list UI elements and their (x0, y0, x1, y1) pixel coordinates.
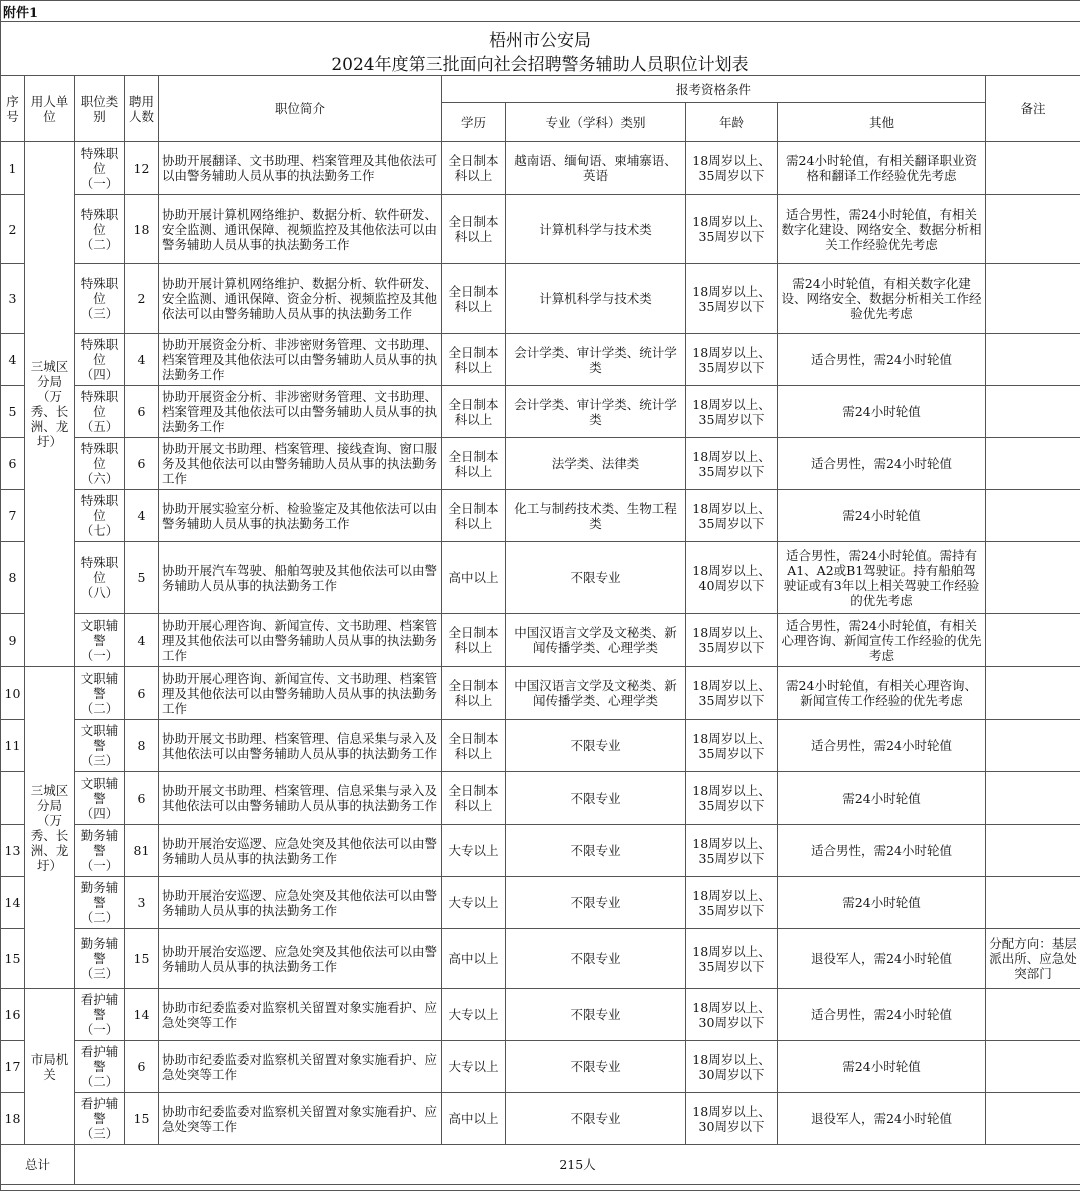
cell-intro: 协助开展心理咨询、新闻宣传、文书助理、档案管理及其他依法可以由警务辅助人员从事的执法勤务工作 (159, 614, 442, 667)
cell-other: 适合男性，需24小时轮值。需持有A1、A2或B1驾驶证。持有船舶驾驶证或有3年以上相关驾驶工作经验的优先考虑 (778, 542, 986, 614)
cell-intro: 协助市纪委监委对监察机关留置对象实施看护、应急处突等工作 (159, 989, 442, 1041)
table-row (1, 334, 1080, 386)
cell-major: 不限专业 (506, 772, 686, 825)
row-seq: 1 (1, 142, 25, 195)
cell-other: 适合男性，需24小时轮值，有相关数字化建设、网络安全、数据分析相关工作经验优先考虑 (778, 195, 986, 264)
row-seq: 5 (1, 386, 25, 438)
cell-age: 18周岁以上、35周岁以下 (686, 334, 778, 386)
cell-major: 会计学类、审计学类、统计学类 (506, 386, 686, 438)
cell-age: 18周岁以上、40周岁以下 (686, 542, 778, 614)
cell-intro: 协助开展治安巡逻、应急处突及其他依法可以由警务辅助人员从事的执法勤务工作 (159, 877, 442, 929)
cell-category: 特殊职位（七） (75, 490, 125, 542)
cell-age: 18周岁以上、30周岁以下 (686, 1093, 778, 1145)
cell-intro: 协助开展资金分析、非涉密财务管理、文书助理、档案管理及其他依法可以由警务辅助人员从事的执法勤务工作 (159, 334, 442, 386)
table-row (1, 720, 1080, 772)
cell-other: 需24小时轮值 (778, 772, 986, 825)
cell-other: 需24小时轮值 (778, 877, 986, 929)
cell-category: 看护辅警（一） (75, 989, 125, 1041)
cell-education: 高中以上 (442, 929, 506, 989)
header-major: 专业（学科）类别 (506, 103, 686, 142)
row-seq: 7 (1, 490, 25, 542)
cell-major: 会计学类、审计学类、统计学类 (506, 334, 686, 386)
header-remark: 备注 (986, 76, 1080, 142)
cell-other: 适合男性，需24小时轮值 (778, 334, 986, 386)
table-row (1, 264, 1080, 334)
cell-intro: 协助开展计算机网络维护、数据分析、软件研发、安全监测、通讯保障、资金分析、视频监控及其他依法可以由警务辅助人员从事的执法勤务工作 (159, 264, 442, 334)
row-seq: 9 (1, 614, 25, 667)
position-plan-table (0, 75, 1080, 1185)
cell-count: 18 (125, 195, 159, 264)
cell-education: 全日制本科以上 (442, 334, 506, 386)
cell-count: 5 (125, 542, 159, 614)
table-row (1, 614, 1080, 667)
table-row (1, 929, 1080, 989)
cell-other: 适合男性，需24小时轮值，有相关心理咨询、新闻宣传工作经验的优先考虑 (778, 614, 986, 667)
cell-intro: 协助开展计算机网络维护、数据分析、软件研发、安全监测、通讯保障、视频监控及其他依法可以由警务辅助人员从事的执法勤务工作 (159, 195, 442, 264)
cell-remark (986, 490, 1080, 542)
employer-unit: 市局机关 (25, 989, 75, 1145)
cell-education: 全日制本科以上 (442, 438, 506, 490)
cell-intro: 协助开展文书助理、档案管理、接线查询、窗口服务及其他依法可以由警务辅助人员从事的执法勤务工作 (159, 438, 442, 490)
cell-intro: 协助开展汽车驾驶、船舶驾驶及其他依法可以由警务辅助人员从事的执法勤务工作 (159, 542, 442, 614)
cell-other: 需24小时轮值，有相关心理咨询、新闻宣传工作经验的优先考虑 (778, 667, 986, 720)
cell-other: 适合男性，需24小时轮值 (778, 989, 986, 1041)
cell-age: 18周岁以上、35周岁以下 (686, 614, 778, 667)
cell-intro: 协助开展治安巡逻、应急处突及其他依法可以由警务辅助人员从事的执法勤务工作 (159, 929, 442, 989)
cell-education: 大专以上 (442, 825, 506, 877)
cell-remark (986, 989, 1080, 1041)
cell-category: 看护辅警（三） (75, 1093, 125, 1145)
header-conditions: 报考资格条件 (442, 76, 986, 103)
cell-major: 不限专业 (506, 542, 686, 614)
cell-remark (986, 720, 1080, 772)
header-seq: 序号 (1, 76, 25, 142)
cell-education: 大专以上 (442, 989, 506, 1041)
cell-count: 4 (125, 334, 159, 386)
attachment-label: 附件1 (3, 2, 38, 21)
cell-age: 18周岁以上、35周岁以下 (686, 490, 778, 542)
header-count: 聘用人数 (125, 76, 159, 142)
cell-intro: 协助开展心理咨询、新闻宣传、文书助理、档案管理及其他依法可以由警务辅助人员从事的执法勤务工作 (159, 667, 442, 720)
cell-education: 全日制本科以上 (442, 614, 506, 667)
cell-education: 高中以上 (442, 542, 506, 614)
cell-category: 特殊职位（三） (75, 264, 125, 334)
cell-remark (986, 195, 1080, 264)
cell-count: 6 (125, 772, 159, 825)
cell-count: 2 (125, 264, 159, 334)
cell-education: 全日制本科以上 (442, 142, 506, 195)
cell-category: 文职辅警（三） (75, 720, 125, 772)
cell-remark (986, 386, 1080, 438)
cell-age: 18周岁以上、35周岁以下 (686, 438, 778, 490)
cell-category: 特殊职位（二） (75, 195, 125, 264)
row-seq: 17 (1, 1041, 25, 1093)
cell-category: 特殊职位（八） (75, 542, 125, 614)
cell-age: 18周岁以上、35周岁以下 (686, 929, 778, 989)
cell-other: 需24小时轮值 (778, 386, 986, 438)
cell-count: 6 (125, 667, 159, 720)
cell-remark (986, 667, 1080, 720)
total-value: 215人 (75, 1145, 1080, 1185)
cell-age: 18周岁以上、35周岁以下 (686, 142, 778, 195)
total-label: 总计 (1, 1145, 75, 1185)
table-row (1, 142, 1080, 195)
cell-count: 3 (125, 877, 159, 929)
table-row (1, 1041, 1080, 1093)
table-row (1, 667, 1080, 720)
cell-remark (986, 264, 1080, 334)
table-row (1, 195, 1080, 264)
cell-other: 适合男性，需24小时轮值 (778, 438, 986, 490)
cell-category: 文职辅警（二） (75, 667, 125, 720)
row-seq: 16 (1, 989, 25, 1041)
cell-age: 18周岁以上、35周岁以下 (686, 264, 778, 334)
total-row (1, 1145, 1080, 1185)
cell-education: 全日制本科以上 (442, 264, 506, 334)
cell-education: 高中以上 (442, 1093, 506, 1145)
cell-other: 退役军人，需24小时轮值 (778, 1093, 986, 1145)
cell-remark: 分配方向：基层派出所、应急处突部门 (986, 929, 1080, 989)
cell-intro: 协助开展实验室分析、检验鉴定及其他依法可以由警务辅助人员从事的执法勤务工作 (159, 490, 442, 542)
attachment-bar (0, 0, 1080, 22)
title-agency: 梧州市公安局 (0, 26, 1080, 51)
cell-category: 勤务辅警（二） (75, 877, 125, 929)
cell-major: 法学类、法律类 (506, 438, 686, 490)
cell-count: 12 (125, 142, 159, 195)
cell-education: 全日制本科以上 (442, 772, 506, 825)
table-row (1, 877, 1080, 929)
cell-intro: 协助开展文书助理、档案管理、信息采集与录入及其他依法可以由警务辅助人员从事的执法勤务工作 (159, 720, 442, 772)
table-row (1, 386, 1080, 438)
cell-major: 不限专业 (506, 929, 686, 989)
row-seq: 2 (1, 195, 25, 264)
cell-count: 6 (125, 386, 159, 438)
cell-intro: 协助开展资金分析、非涉密财务管理、文书助理、档案管理及其他依法可以由警务辅助人员从事的执法勤务工作 (159, 386, 442, 438)
cell-count: 14 (125, 989, 159, 1041)
cell-age: 18周岁以上、35周岁以下 (686, 386, 778, 438)
cell-major: 不限专业 (506, 877, 686, 929)
cell-remark (986, 438, 1080, 490)
cell-education: 大专以上 (442, 1041, 506, 1093)
row-seq: 11 (1, 720, 25, 772)
cell-category: 文职辅警（一） (75, 614, 125, 667)
header-age: 年龄 (686, 103, 778, 142)
cell-count: 81 (125, 825, 159, 877)
row-seq (1, 772, 25, 825)
cell-age: 18周岁以上、35周岁以下 (686, 825, 778, 877)
cell-major: 不限专业 (506, 720, 686, 772)
cell-count: 15 (125, 1093, 159, 1145)
employer-unit: 三城区分局（万秀、长洲、龙圩） (25, 667, 75, 989)
row-seq: 15 (1, 929, 25, 989)
table-row (1, 490, 1080, 542)
cell-remark (986, 334, 1080, 386)
cell-major: 中国汉语言文学及文秘类、新闻传播学类、心理学类 (506, 667, 686, 720)
table-row (1, 989, 1080, 1041)
row-seq: 14 (1, 877, 25, 929)
cell-category: 特殊职位（六） (75, 438, 125, 490)
cell-education: 全日制本科以上 (442, 386, 506, 438)
row-seq: 13 (1, 825, 25, 877)
cell-major: 越南语、缅甸语、柬埔寨语、英语 (506, 142, 686, 195)
cell-remark (986, 772, 1080, 825)
header-education: 学历 (442, 103, 506, 142)
cell-count: 15 (125, 929, 159, 989)
cell-category: 勤务辅警（一） (75, 825, 125, 877)
header-category: 职位类别 (75, 76, 125, 142)
table-row (1, 542, 1080, 614)
cell-major: 中国汉语言文学及文秘类、新闻传播学类、心理学类 (506, 614, 686, 667)
cell-category: 特殊职位（五） (75, 386, 125, 438)
cell-education: 全日制本科以上 (442, 490, 506, 542)
cell-other: 适合男性，需24小时轮值 (778, 720, 986, 772)
table-row (1, 825, 1080, 877)
row-seq: 8 (1, 542, 25, 614)
cell-other: 适合男性，需24小时轮值 (778, 825, 986, 877)
row-seq: 4 (1, 334, 25, 386)
row-seq: 10 (1, 667, 25, 720)
cell-count: 8 (125, 720, 159, 772)
header-intro: 职位简介 (159, 76, 442, 142)
cell-age: 18周岁以上、35周岁以下 (686, 877, 778, 929)
cell-education: 全日制本科以上 (442, 195, 506, 264)
cell-intro: 协助开展文书助理、档案管理、信息采集与录入及其他依法可以由警务辅助人员从事的执法勤务工作 (159, 772, 442, 825)
title-block (0, 21, 1080, 75)
cell-count: 6 (125, 1041, 159, 1093)
cell-age: 18周岁以上、35周岁以下 (686, 720, 778, 772)
table-row (1, 1093, 1080, 1145)
cell-other: 退役军人，需24小时轮值 (778, 929, 986, 989)
cell-major: 不限专业 (506, 825, 686, 877)
cell-count: 4 (125, 490, 159, 542)
cell-major: 不限专业 (506, 989, 686, 1041)
cell-intro: 协助开展翻译、文书助理、档案管理及其他依法可以由警务辅助人员从事的执法勤务工作 (159, 142, 442, 195)
cell-category: 特殊职位（一） (75, 142, 125, 195)
cell-education: 全日制本科以上 (442, 720, 506, 772)
cell-major: 计算机科学与技术类 (506, 264, 686, 334)
employer-unit: 三城区分局（万秀、长洲、龙圩） (25, 142, 75, 667)
cell-intro: 协助市纪委监委对监察机关留置对象实施看护、应急处突等工作 (159, 1041, 442, 1093)
header-unit: 用人单位 (25, 76, 75, 142)
cell-major: 计算机科学与技术类 (506, 195, 686, 264)
cell-count: 6 (125, 438, 159, 490)
cell-category: 特殊职位（四） (75, 334, 125, 386)
table-row (1, 438, 1080, 490)
cell-age: 18周岁以上、35周岁以下 (686, 195, 778, 264)
cell-major: 不限专业 (506, 1093, 686, 1145)
cell-intro: 协助开展治安巡逻、应急处突及其他依法可以由警务辅助人员从事的执法勤务工作 (159, 825, 442, 877)
table-row (1, 772, 1080, 825)
row-seq: 18 (1, 1093, 25, 1145)
cell-count: 4 (125, 614, 159, 667)
cell-education: 全日制本科以上 (442, 667, 506, 720)
cell-remark (986, 877, 1080, 929)
cell-remark (986, 1093, 1080, 1145)
cell-remark (986, 825, 1080, 877)
cell-age: 18周岁以上、35周岁以下 (686, 772, 778, 825)
cell-category: 看护辅警（二） (75, 1041, 125, 1093)
cell-other: 需24小时轮值 (778, 490, 986, 542)
title-plan: 2024年度第三批面向社会招聘警务辅助人员职位计划表 (0, 50, 1080, 75)
cell-major: 不限专业 (506, 1041, 686, 1093)
cell-category: 文职辅警（四） (75, 772, 125, 825)
cell-major: 化工与制药技术类、生物工程类 (506, 490, 686, 542)
header-row-1 (1, 76, 1080, 103)
cell-age: 18周岁以上、35周岁以下 (686, 667, 778, 720)
cell-remark (986, 1041, 1080, 1093)
cell-age: 18周岁以上、30周岁以下 (686, 989, 778, 1041)
cell-age: 18周岁以上、30周岁以下 (686, 1041, 778, 1093)
header-other: 其他 (778, 103, 986, 142)
cell-other: 需24小时轮值，有相关数字化建设、网络安全、数据分析相关工作经验优先考虑 (778, 264, 986, 334)
cell-category: 勤务辅警（三） (75, 929, 125, 989)
cell-remark (986, 542, 1080, 614)
cell-education: 大专以上 (442, 877, 506, 929)
row-seq: 3 (1, 264, 25, 334)
cell-remark (986, 614, 1080, 667)
cell-other: 需24小时轮值，有相关翻译职业资格和翻译工作经验优先考虑 (778, 142, 986, 195)
cell-other: 需24小时轮值 (778, 1041, 986, 1093)
row-seq: 6 (1, 438, 25, 490)
cell-remark (986, 142, 1080, 195)
cell-intro: 协助市纪委监委对监察机关留置对象实施看护、应急处突等工作 (159, 1093, 442, 1145)
